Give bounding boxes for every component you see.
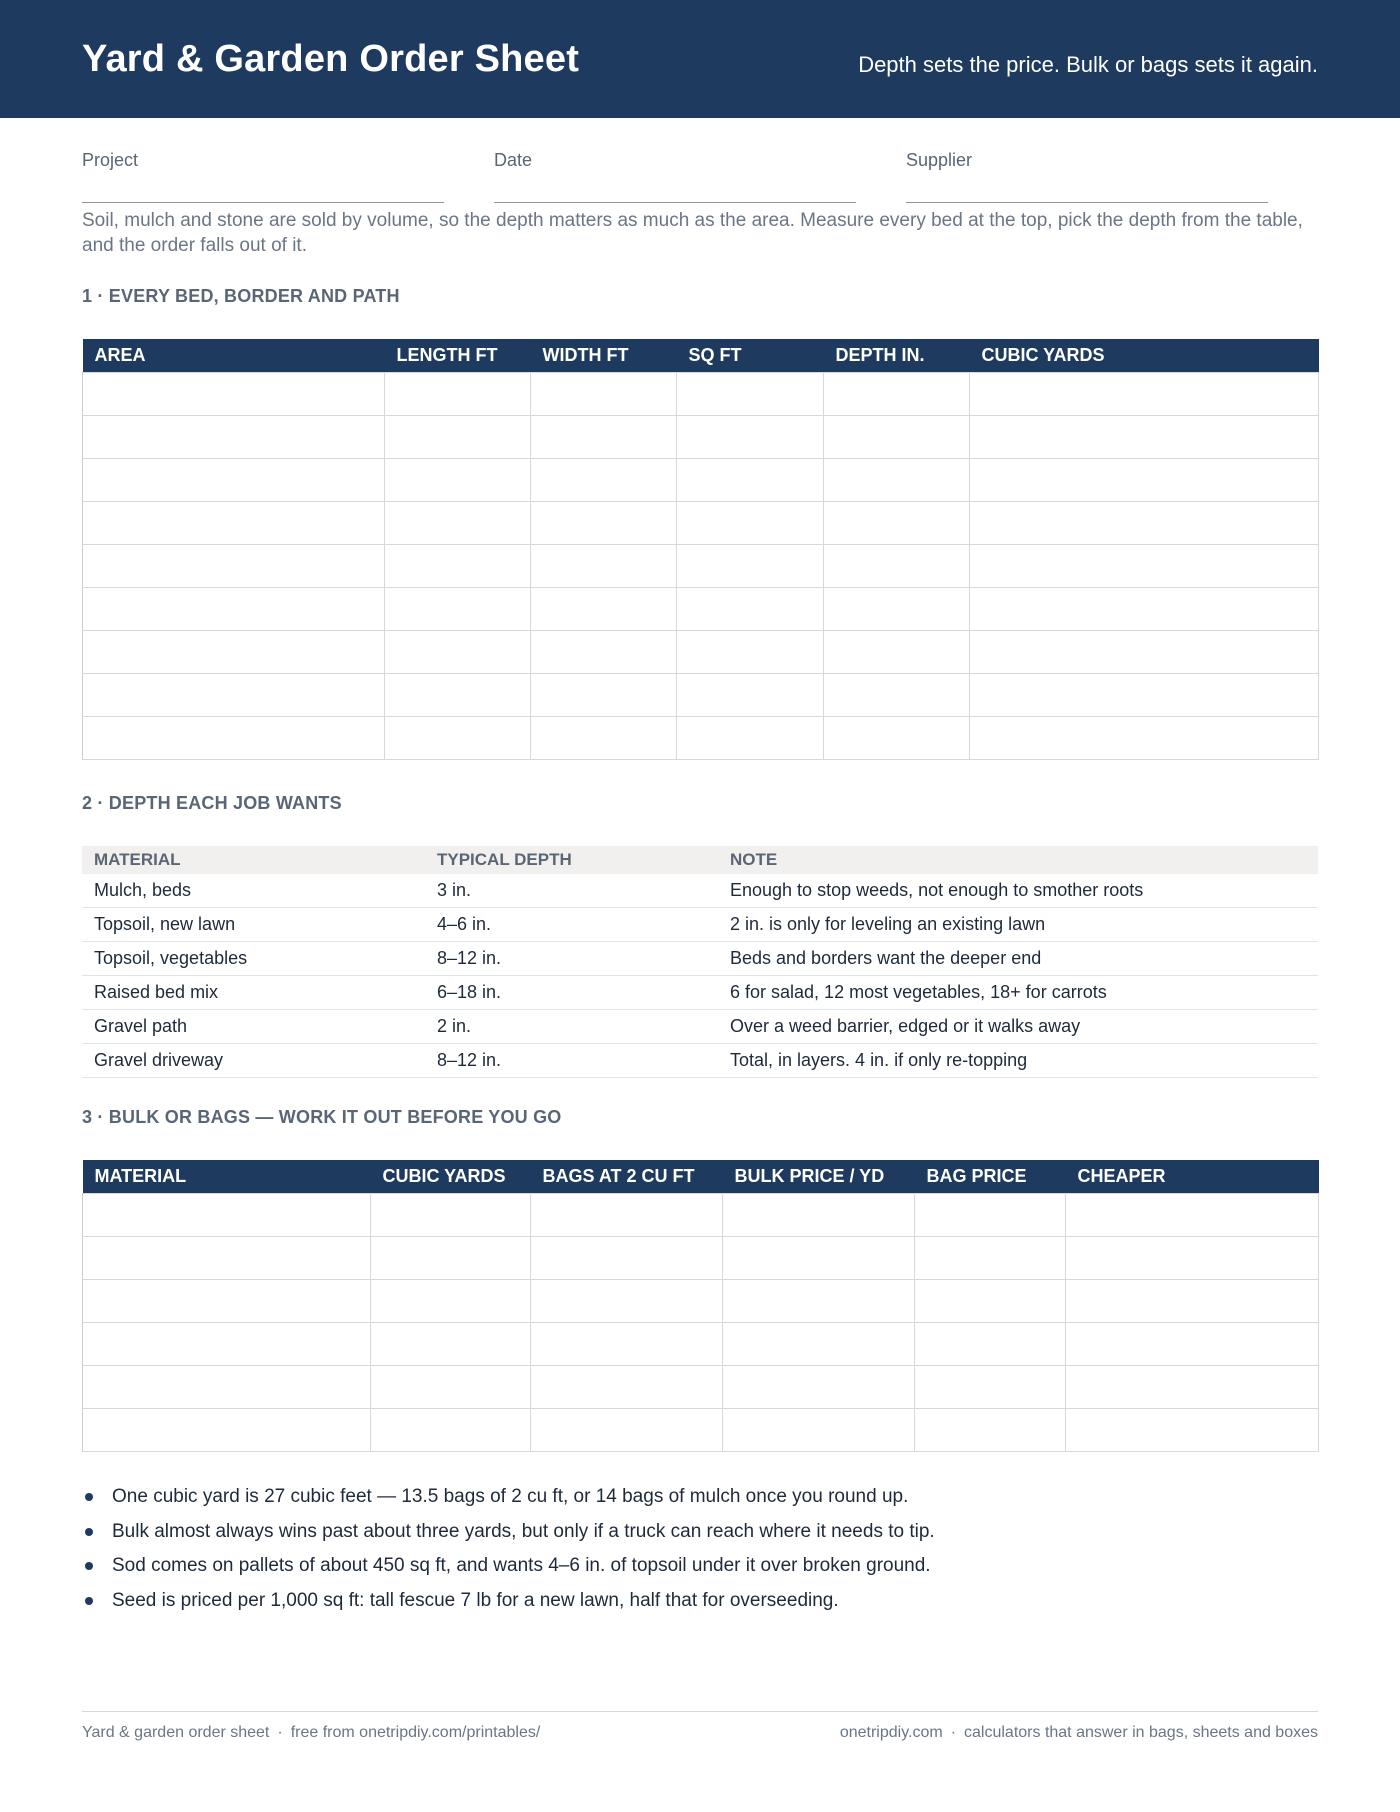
entry-cell[interactable] bbox=[1066, 1323, 1319, 1366]
entry-cell[interactable] bbox=[677, 459, 824, 502]
footer-site-link[interactable]: onetripdiy.com bbox=[839, 1724, 943, 1741]
entry-cell[interactable] bbox=[677, 717, 824, 760]
entry-cell[interactable] bbox=[385, 545, 531, 588]
entry-cell[interactable] bbox=[385, 588, 531, 631]
entry-cell[interactable] bbox=[824, 588, 970, 631]
depth-table bbox=[82, 846, 1318, 1078]
table-header-row bbox=[82, 846, 1318, 874]
entry-cell[interactable] bbox=[970, 588, 1319, 631]
entry-cell[interactable] bbox=[915, 1409, 1066, 1452]
depth-note-cell: 2 in. is only for leveling an existing lawn bbox=[718, 908, 1318, 942]
entry-cell[interactable] bbox=[970, 502, 1319, 545]
list-item bbox=[82, 1549, 1322, 1584]
col-bags: BAGS AT 2 CU FT bbox=[531, 1160, 723, 1194]
entry-cell[interactable] bbox=[677, 502, 824, 545]
list-item bbox=[82, 1584, 1322, 1619]
entry-cell[interactable] bbox=[677, 545, 824, 588]
entry-cell[interactable] bbox=[83, 717, 385, 760]
col-typical-depth: TYPICAL DEPTH bbox=[425, 846, 718, 874]
col-note: NOTE bbox=[718, 846, 1318, 874]
footer-sheet-name: Yard & garden order sheet bbox=[82, 1724, 270, 1741]
entry-cell[interactable] bbox=[1066, 1366, 1319, 1409]
col-cubic-yards: CUBIC YARDS bbox=[371, 1160, 531, 1194]
entry-cell[interactable] bbox=[83, 631, 385, 674]
entry-cell[interactable] bbox=[83, 502, 385, 545]
table-row bbox=[83, 1280, 1319, 1323]
entry-cell[interactable] bbox=[531, 717, 677, 760]
entry-cell[interactable] bbox=[385, 373, 531, 416]
footer-separator: · bbox=[277, 1724, 283, 1741]
entry-cell[interactable] bbox=[83, 545, 385, 588]
entry-cell[interactable] bbox=[83, 1366, 371, 1409]
entry-cell[interactable] bbox=[531, 459, 677, 502]
entry-cell[interactable] bbox=[385, 416, 531, 459]
table-row bbox=[82, 942, 1318, 976]
entry-cell[interactable] bbox=[970, 416, 1319, 459]
table-row bbox=[82, 1044, 1318, 1078]
depth-material-cell: Gravel path bbox=[82, 1010, 425, 1044]
section3-title: 3 · BULK OR BAGS — WORK IT OUT BEFORE YOU GO bbox=[82, 1107, 562, 1127]
entry-cell[interactable] bbox=[385, 459, 531, 502]
supplier-field[interactable] bbox=[906, 150, 1268, 203]
table-header-row bbox=[83, 1160, 1319, 1194]
entry-cell[interactable] bbox=[531, 1323, 723, 1366]
entry-cell[interactable] bbox=[1066, 1280, 1319, 1323]
col-length: LENGTH FT bbox=[385, 339, 531, 373]
entry-cell[interactable] bbox=[371, 1194, 531, 1237]
entry-cell[interactable] bbox=[371, 1366, 531, 1409]
entry-cell[interactable] bbox=[83, 674, 385, 717]
footer-left bbox=[82, 1724, 540, 1742]
entry-cell[interactable] bbox=[531, 1366, 723, 1409]
entry-cell[interactable] bbox=[677, 588, 824, 631]
table-row bbox=[83, 1409, 1319, 1452]
section2-title: 2 · DEPTH EACH JOB WANTS bbox=[82, 793, 342, 813]
depth-material-cell: Topsoil, vegetables bbox=[82, 942, 425, 976]
entry-cell[interactable] bbox=[531, 1409, 723, 1452]
entry-cell[interactable] bbox=[385, 717, 531, 760]
entry-cell[interactable] bbox=[83, 1237, 371, 1280]
entry-cell[interactable] bbox=[677, 674, 824, 717]
depth-material-cell: Mulch, beds bbox=[82, 874, 425, 908]
table-row bbox=[83, 373, 1319, 416]
table-row bbox=[83, 502, 1319, 545]
entry-cell[interactable] bbox=[83, 1280, 371, 1323]
entry-cell[interactable] bbox=[824, 459, 970, 502]
depth-note-cell: 6 for salad, 12 most vegetables, 18+ for carrots bbox=[718, 976, 1318, 1010]
col-sqft: SQ FT bbox=[677, 339, 824, 373]
bullet-icon bbox=[85, 1528, 93, 1536]
depth-depth-cell: 6–18 in. bbox=[425, 976, 718, 1010]
entry-cell[interactable] bbox=[824, 545, 970, 588]
table-row bbox=[83, 1366, 1319, 1409]
entry-cell[interactable] bbox=[970, 459, 1319, 502]
entry-cell[interactable] bbox=[723, 1237, 915, 1280]
list-item bbox=[82, 1515, 1322, 1550]
entry-cell[interactable] bbox=[531, 1280, 723, 1323]
entry-cell[interactable] bbox=[531, 373, 677, 416]
col-bag-price: BAG PRICE bbox=[915, 1160, 1066, 1194]
section1-title: 1 · EVERY BED, BORDER AND PATH bbox=[82, 286, 400, 306]
entry-cell[interactable] bbox=[83, 1194, 371, 1237]
table-row bbox=[82, 976, 1318, 1010]
entry-cell[interactable] bbox=[970, 545, 1319, 588]
entry-cell[interactable] bbox=[385, 631, 531, 674]
entry-cell[interactable] bbox=[371, 1323, 531, 1366]
depth-material-cell: Raised bed mix bbox=[82, 976, 425, 1010]
project-field[interactable] bbox=[82, 150, 444, 203]
entry-cell[interactable] bbox=[824, 717, 970, 760]
entry-cell[interactable] bbox=[677, 373, 824, 416]
footer-divider bbox=[82, 1711, 1318, 1712]
notes-list bbox=[82, 1480, 1322, 1618]
entry-cell[interactable] bbox=[1066, 1194, 1319, 1237]
entry-cell[interactable] bbox=[83, 416, 385, 459]
note-text: Seed is priced per 1,000 sq ft: tall fescue 7 lb for a new lawn, half that for overseeding. bbox=[112, 1589, 839, 1611]
entry-cell[interactable] bbox=[531, 674, 677, 717]
entry-cell[interactable] bbox=[915, 1280, 1066, 1323]
note-text: One cubic yard is 27 cubic feet — 13.5 bags of 2 cu ft, or 14 bags of mulch once you round up. bbox=[112, 1486, 909, 1507]
entry-cell[interactable] bbox=[970, 674, 1319, 717]
col-width: WIDTH FT bbox=[531, 339, 677, 373]
entry-cell[interactable] bbox=[531, 1237, 723, 1280]
entry-cell[interactable] bbox=[723, 1280, 915, 1323]
col-bulk-price: BULK PRICE / YD bbox=[723, 1160, 915, 1194]
bulk-table-body bbox=[83, 1194, 1319, 1452]
depth-material-cell: Topsoil, new lawn bbox=[82, 908, 425, 942]
entry-cell[interactable] bbox=[531, 502, 677, 545]
col-depth: DEPTH IN. bbox=[824, 339, 970, 373]
entry-cell[interactable] bbox=[371, 1237, 531, 1280]
entry-cell[interactable] bbox=[83, 1323, 371, 1366]
area-table-body bbox=[83, 373, 1319, 760]
table-row bbox=[83, 416, 1319, 459]
entry-cell[interactable] bbox=[915, 1366, 1066, 1409]
table-row bbox=[83, 717, 1319, 760]
entry-cell[interactable] bbox=[824, 631, 970, 674]
entry-cell[interactable] bbox=[83, 1409, 371, 1452]
depth-note-cell: Total, in layers. 4 in. if only re-topping bbox=[718, 1044, 1318, 1078]
entry-cell[interactable] bbox=[385, 674, 531, 717]
depth-table-body bbox=[82, 874, 1318, 1078]
entry-cell[interactable] bbox=[531, 631, 677, 674]
entry-cell[interactable] bbox=[915, 1237, 1066, 1280]
depth-depth-cell: 2 in. bbox=[425, 1010, 718, 1044]
entry-cell[interactable] bbox=[83, 588, 385, 631]
date-field[interactable] bbox=[494, 150, 856, 203]
entry-cell[interactable] bbox=[531, 545, 677, 588]
info-fields bbox=[82, 150, 1318, 202]
table-row bbox=[83, 1323, 1319, 1366]
note-text: Sod comes on pallets of about 450 sq ft, and wants 4–6 in. of topsoil under it over broken ground. bbox=[112, 1555, 931, 1576]
page-tagline: Depth sets the price. Bulk or bags sets it again. bbox=[858, 52, 1318, 77]
entry-cell[interactable] bbox=[531, 416, 677, 459]
page-title: Yard & Garden Order Sheet bbox=[82, 38, 580, 80]
entry-cell[interactable] bbox=[371, 1280, 531, 1323]
entry-cell[interactable] bbox=[531, 588, 677, 631]
depth-note-cell: Beds and borders want the deeper end bbox=[718, 942, 1318, 976]
footer-right bbox=[840, 1724, 1318, 1742]
entry-cell[interactable] bbox=[723, 1409, 915, 1452]
footer-source-link[interactable]: free from onetripdiy.com/printables/ bbox=[290, 1724, 541, 1741]
date-label: Date bbox=[494, 150, 533, 170]
entry-cell[interactable] bbox=[723, 1194, 915, 1237]
entry-cell[interactable] bbox=[1066, 1237, 1319, 1280]
area-table bbox=[82, 339, 1319, 760]
table-row bbox=[83, 1237, 1319, 1280]
entry-cell[interactable] bbox=[531, 1194, 723, 1237]
entry-cell[interactable] bbox=[83, 373, 385, 416]
depth-depth-cell: 3 in. bbox=[425, 874, 718, 908]
depth-note-cell: Over a weed barrier, edged or it walks away bbox=[718, 1010, 1318, 1044]
table-row bbox=[83, 545, 1319, 588]
entry-cell[interactable] bbox=[677, 631, 824, 674]
depth-depth-cell: 8–12 in. bbox=[425, 1044, 718, 1078]
entry-cell[interactable] bbox=[1066, 1409, 1319, 1452]
table-row bbox=[83, 631, 1319, 674]
entry-cell[interactable] bbox=[824, 373, 970, 416]
project-label: Project bbox=[82, 150, 139, 170]
table-row bbox=[83, 674, 1319, 717]
col-material: MATERIAL bbox=[83, 1160, 371, 1194]
footer-tagline: calculators that answer in bags, sheets and boxes bbox=[964, 1724, 1318, 1741]
entry-cell[interactable] bbox=[723, 1366, 915, 1409]
supplier-label: Supplier bbox=[906, 150, 973, 170]
intro-text: Soil, mulch and stone are sold by volume, so the depth matters as much as the area. Measure every bed at the top, pick the depth from the table, and the order falls out of it. bbox=[82, 210, 1303, 256]
note-text: Bulk almost always wins past about three yards, but only if a truck can reach where it needs to tip. bbox=[112, 1520, 935, 1542]
table-header-row bbox=[83, 339, 1319, 373]
entry-cell[interactable] bbox=[915, 1323, 1066, 1366]
table-row bbox=[82, 908, 1318, 942]
bullet-icon bbox=[85, 1493, 93, 1501]
depth-depth-cell: 4–6 in. bbox=[425, 908, 718, 942]
col-area: AREA bbox=[83, 339, 385, 373]
col-material: MATERIAL bbox=[82, 846, 425, 874]
entry-cell[interactable] bbox=[385, 502, 531, 545]
entry-cell[interactable] bbox=[970, 373, 1319, 416]
depth-note-cell: Enough to stop weeds, not enough to smother roots bbox=[718, 874, 1318, 908]
entry-cell[interactable] bbox=[970, 631, 1319, 674]
entry-cell[interactable] bbox=[970, 717, 1319, 760]
bulk-bags-table bbox=[82, 1160, 1319, 1452]
entry-cell[interactable] bbox=[677, 416, 824, 459]
table-row bbox=[83, 1194, 1319, 1237]
bullet-icon bbox=[85, 1562, 93, 1570]
table-row bbox=[82, 874, 1318, 908]
list-item bbox=[82, 1480, 1322, 1515]
page-header bbox=[0, 0, 1400, 118]
col-cubic-yards: CUBIC YARDS bbox=[970, 339, 1319, 373]
entry-cell[interactable] bbox=[824, 674, 970, 717]
depth-depth-cell: 8–12 in. bbox=[425, 942, 718, 976]
entry-cell[interactable] bbox=[824, 502, 970, 545]
entry-cell[interactable] bbox=[915, 1194, 1066, 1237]
entry-cell[interactable] bbox=[824, 416, 970, 459]
table-row bbox=[83, 459, 1319, 502]
bullet-icon bbox=[85, 1597, 93, 1605]
table-row bbox=[82, 1010, 1318, 1044]
entry-cell[interactable] bbox=[723, 1323, 915, 1366]
depth-material-cell: Gravel driveway bbox=[82, 1044, 425, 1078]
entry-cell[interactable] bbox=[371, 1409, 531, 1452]
table-row bbox=[83, 588, 1319, 631]
footer-separator: · bbox=[950, 1724, 957, 1741]
col-cheaper: CHEAPER bbox=[1066, 1160, 1319, 1194]
entry-cell[interactable] bbox=[83, 459, 385, 502]
